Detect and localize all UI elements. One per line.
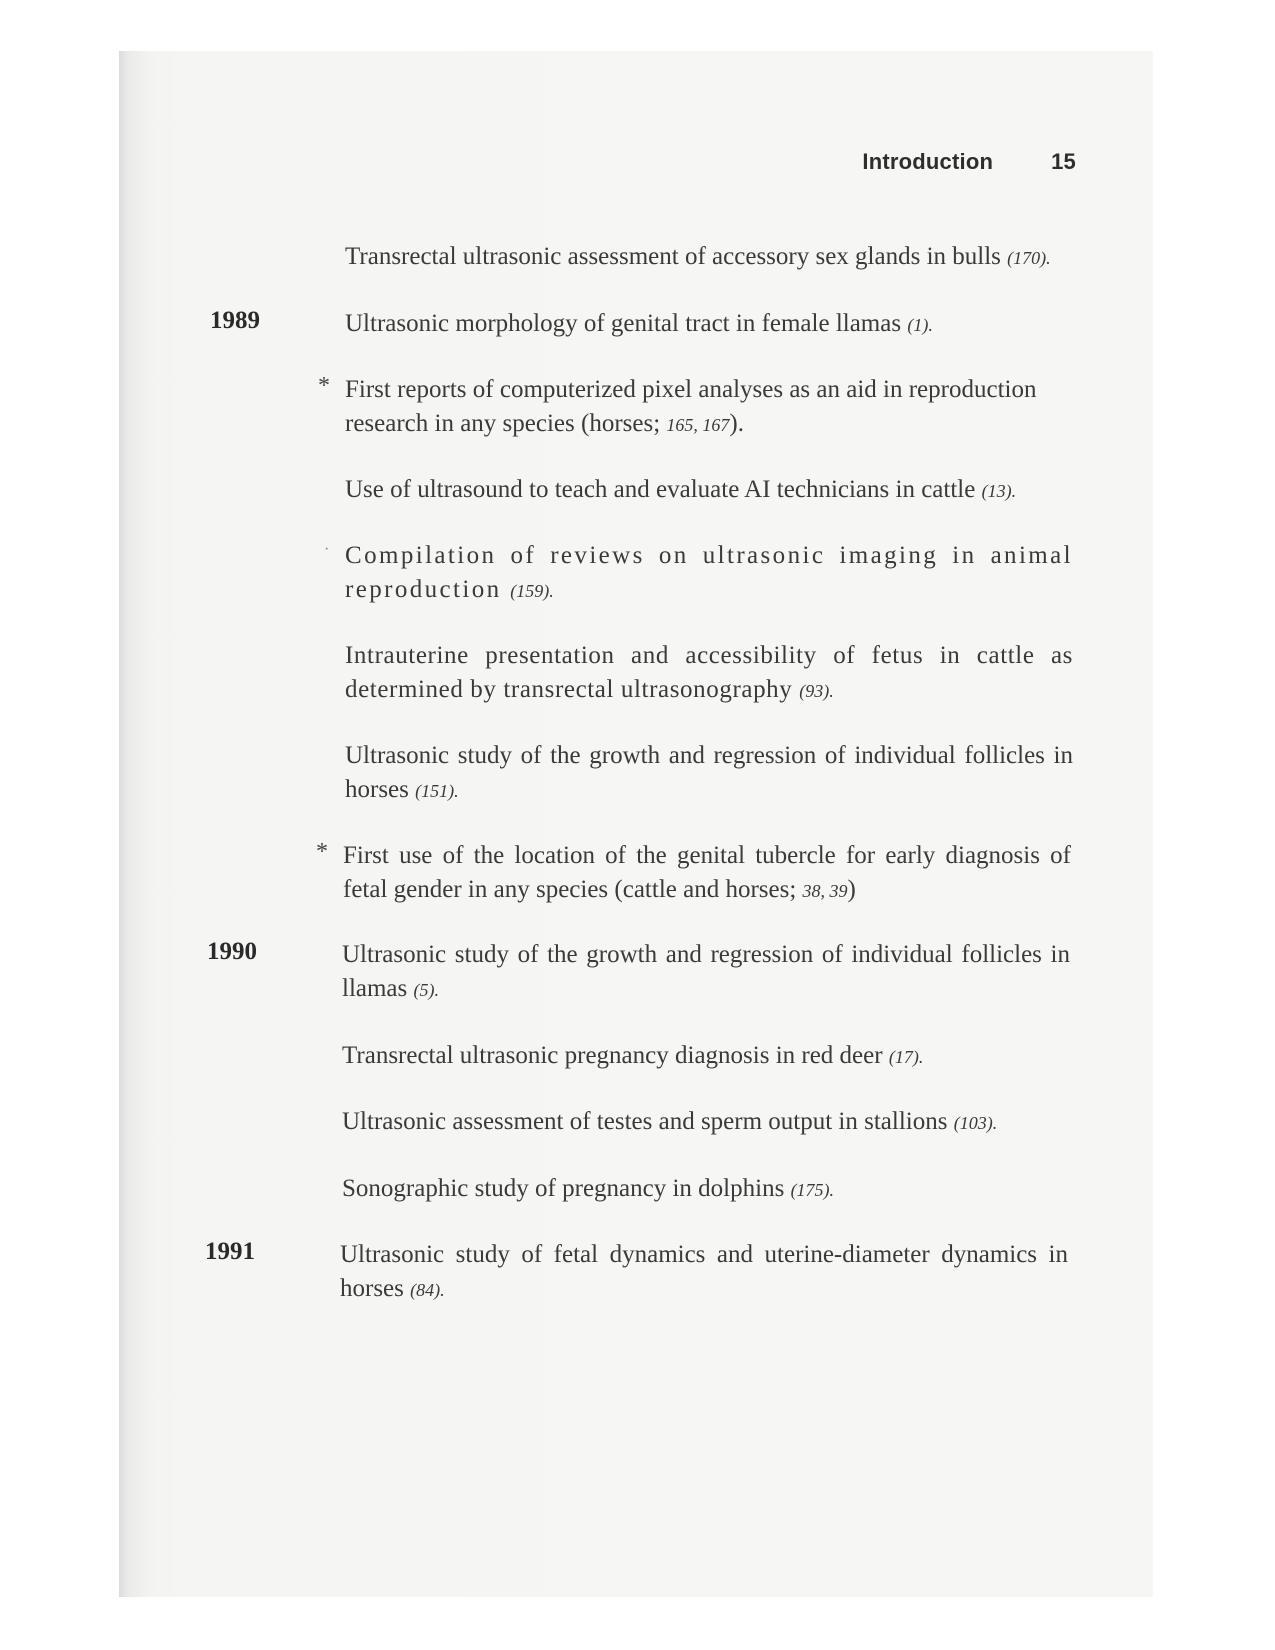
citation-ref: (1). [907,315,933,335]
entry-text: First use of the location of the genital tubercle for early diagnosis of fetal gender in any species (cattle and horses; 38, 39) [343,842,1071,903]
entry-text: First reports of computerized pixel analyses as an aid in reproduction research in any species (horses; 165, 167). [345,376,1037,437]
entry-text: Ultrasonic study of the growth and regression of individual follicles in horses (151). [345,742,1073,803]
entry-text: Transrectal ultrasonic pregnancy diagnosis in red deer (17). [342,1042,924,1069]
book-page [119,51,1153,1597]
citation-ref: (103). [953,1113,998,1133]
entry-text: Use of ultrasound to teach and evaluate AI technicians in cattle (13). [345,476,1017,503]
entry-text: Transrectal ultrasonic assessment of accessory sex glands in bulls (170). [345,243,1051,270]
citation-ref: (84). [410,1280,445,1300]
citation-ref: 165, 167 [666,415,730,435]
citation-ref: (159). [510,581,554,601]
entry-text: Ultrasonic morphology of genital tract in female llamas (1). [345,310,933,337]
entry-text: Ultrasonic study of fetal dynamics and uterine-diameter dynamics in horses (84). [340,1241,1068,1302]
citation-ref: (151). [415,781,459,801]
first-report-marker: * [316,839,328,865]
margin-mark: · [324,541,330,558]
entry-text: Intrauterine presentation and accessibility of fetus in cattle as determined by transrectal ultrasonography (93). [345,642,1073,703]
entry-text: Ultrasonic study of the growth and regression of individual follicles in llamas (5). [342,941,1070,1002]
running-head [862,149,1076,175]
citation-ref: (175). [790,1180,835,1200]
citation-ref: (93). [799,681,834,701]
citation-ref: (170). [1007,248,1051,268]
entry-text: Sonographic study of pregnancy in dolphins (175). [342,1175,835,1202]
citation-ref: (17). [888,1047,924,1067]
entry-year: 1989 [210,307,260,334]
entry-year: 1990 [207,938,257,965]
page-number: 15 [1051,149,1076,174]
citation-ref: (13). [981,481,1017,501]
entry-text: Ultrasonic assessment of testes and sperm output in stallions (103). [342,1108,998,1135]
entry-text: Compilation of reviews on ultrasonic imaging in animal reproduction (159). [345,542,1073,603]
citation-ref: (5). [413,980,440,1000]
citation-ref: 38, 39 [802,881,848,901]
running-head-title: Introduction [862,149,994,174]
first-report-marker: * [318,373,330,399]
entry-year: 1991 [205,1238,255,1265]
